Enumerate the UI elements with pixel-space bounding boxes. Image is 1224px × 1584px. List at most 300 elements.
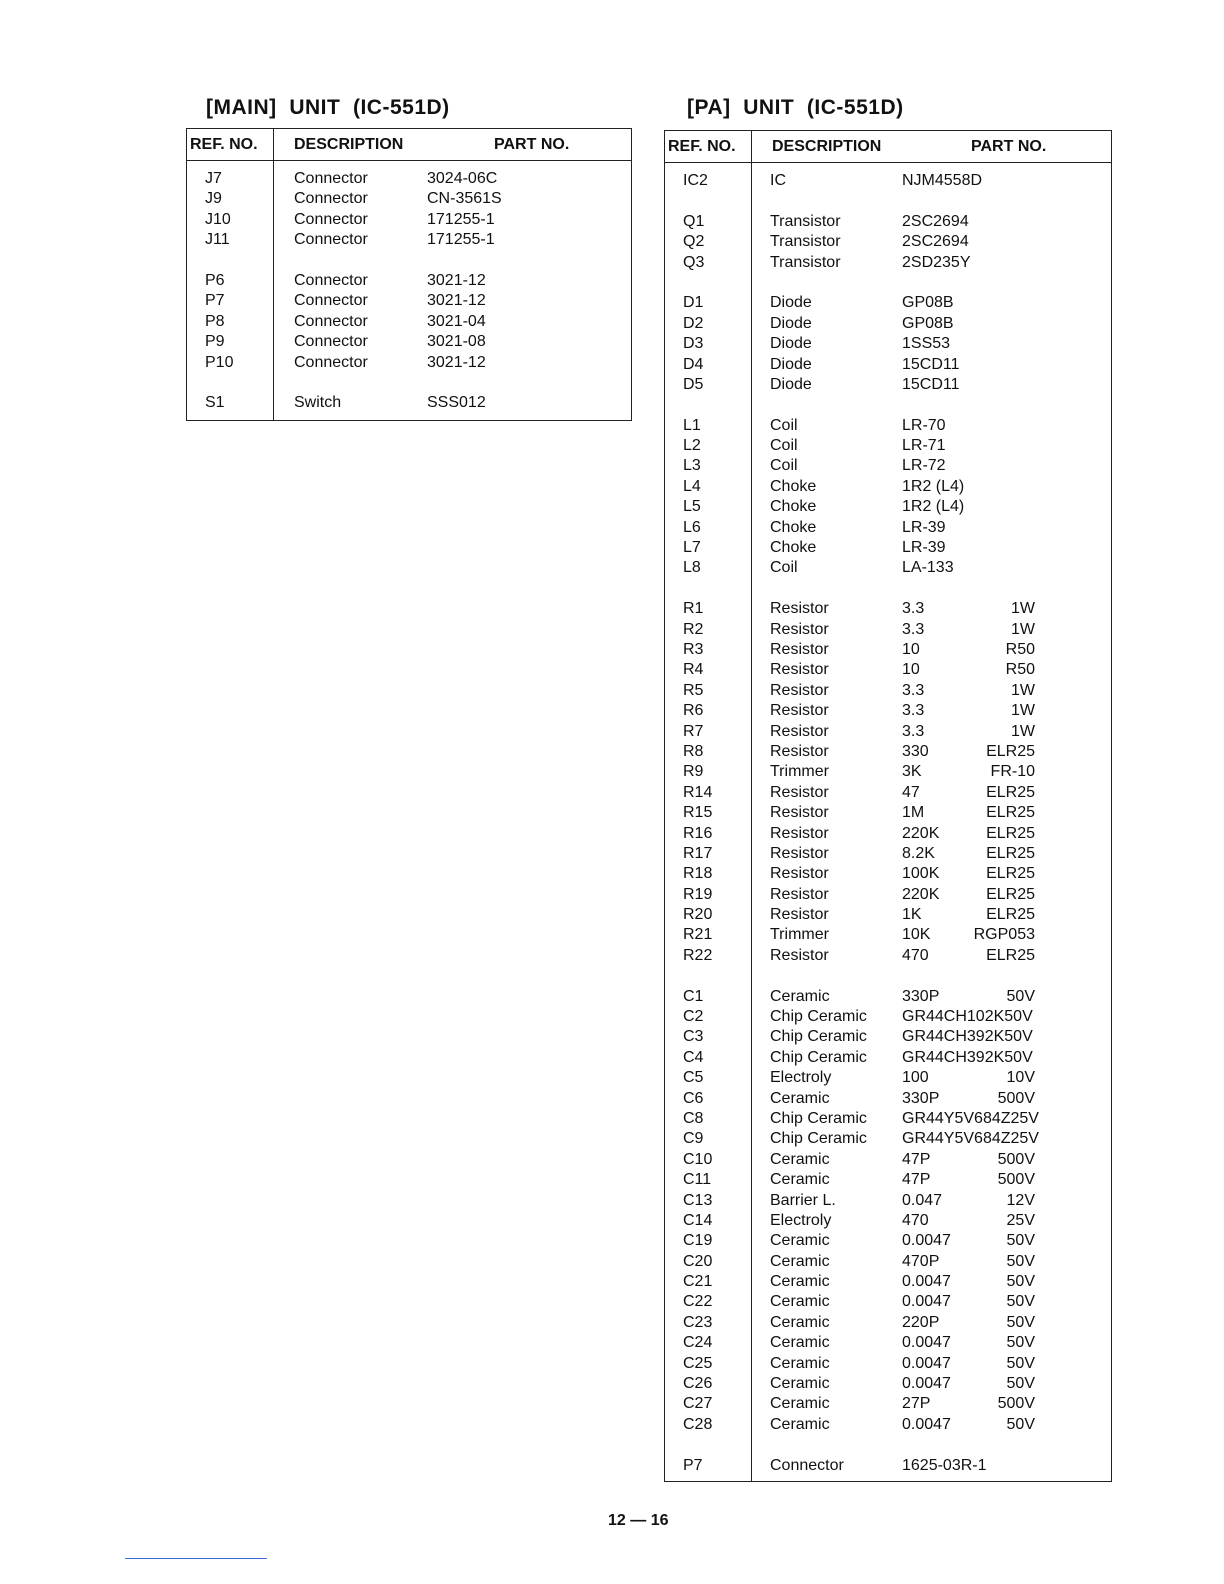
cell-part-no: LR-70 (902, 416, 946, 434)
cell-ref-no: R22 (683, 946, 713, 964)
cell-rating: FR-10 (990, 763, 1035, 781)
cell-part-no: LA-133 (902, 559, 954, 577)
cell-description: Diode (770, 314, 812, 332)
cell-rating: R50 (1005, 661, 1035, 679)
cell-description: Resistor (770, 885, 829, 903)
cell-rating: ELR25 (986, 783, 1035, 801)
table-row (665, 742, 1111, 762)
cell-ref-no: L8 (683, 559, 701, 577)
cell-description: Choke (770, 477, 817, 495)
cell-description: Resistor (770, 600, 829, 618)
cell-part-no: 3021-04 (427, 312, 486, 330)
cell-rating: 1W (1011, 620, 1035, 638)
cell-ref-no: R7 (683, 722, 704, 740)
cell-part-no: GR44CH392K50V (902, 1028, 1033, 1046)
cell-description: Resistor (770, 844, 829, 862)
cell-rating: ELR25 (986, 824, 1035, 842)
cell-rating: ELR25 (986, 946, 1035, 964)
cell-description: Resistor (770, 824, 829, 842)
cell-rating: RGP053 (973, 926, 1035, 944)
cell-ref-no: C19 (683, 1232, 713, 1250)
cell-description: Ceramic (770, 1089, 830, 1107)
cell-rating: 1W (1011, 600, 1035, 618)
cell-description: Ceramic (770, 1171, 830, 1189)
cell-ref-no: C25 (683, 1354, 713, 1372)
cell-ref-no: R20 (683, 906, 713, 924)
cell-part-no: 3021-08 (427, 333, 486, 351)
cell-description: Choke (770, 518, 817, 536)
table-row (665, 599, 1111, 619)
cell-description: Connector (770, 1456, 844, 1474)
header-part-no: PART NO. (494, 136, 570, 153)
cell-ref-no: J11 (205, 231, 230, 249)
cell-description: Connector (294, 231, 368, 249)
table-row (665, 1313, 1111, 1333)
cell-rating: 10V (1006, 1069, 1035, 1087)
cell-rating: ELR25 (986, 844, 1035, 862)
cell-ref-no: P6 (205, 271, 225, 289)
cell-ref-no: L1 (683, 416, 701, 434)
cell-part-no: 2SC2694 (902, 233, 969, 251)
table-row (665, 1027, 1111, 1047)
cell-description: Coil (770, 416, 798, 434)
cell-rating: ELR25 (986, 885, 1035, 903)
cell-ref-no: J7 (205, 170, 222, 187)
cell-ref-no: C14 (683, 1211, 713, 1229)
cell-part-no: 3021-12 (427, 353, 486, 371)
cell-rating: 1W (1011, 681, 1035, 699)
table-row (665, 375, 1111, 395)
cell-description: Barrier L. (770, 1191, 836, 1209)
table-row (665, 1394, 1111, 1414)
cell-rating: 500V (997, 1150, 1035, 1168)
cell-ref-no: D5 (683, 375, 704, 393)
cell-rating: 500V (997, 1395, 1035, 1413)
cell-rating: ELR25 (986, 906, 1035, 924)
header-ref-no: REF. NO. (668, 138, 736, 155)
header-ref-no: REF. NO. (190, 136, 258, 153)
cell-rating: 50V (1006, 1232, 1035, 1250)
cell-rating: 500V (997, 1089, 1035, 1107)
cell-ref-no: C9 (683, 1130, 704, 1148)
cell-part-no: LR-39 (902, 518, 946, 536)
table-row (665, 722, 1111, 742)
cell-description: Coil (770, 559, 798, 577)
table-row (665, 232, 1111, 252)
table-row (665, 1231, 1111, 1251)
cell-description: Resistor (770, 742, 829, 760)
cell-ref-no: D4 (683, 355, 704, 373)
cell-part-no: 3024-06C (427, 170, 498, 187)
cell-description: Ceramic (770, 1354, 830, 1372)
cell-ref-no: C8 (683, 1109, 704, 1127)
row-spacer (665, 273, 1111, 293)
table-row (665, 1007, 1111, 1027)
cell-part-no: 2SD235Y (902, 253, 971, 271)
table-row (665, 538, 1111, 558)
cell-part-no: LR-71 (902, 437, 946, 455)
cell-description: Connector (294, 292, 368, 310)
page-number: 12 — 16 (608, 1512, 669, 1529)
table-row (665, 824, 1111, 844)
cell-ref-no: R15 (683, 804, 713, 822)
cell-ref-no: L3 (683, 457, 701, 475)
table-row (665, 1150, 1111, 1170)
cell-ref-no: R2 (683, 620, 704, 638)
cell-part-no: 3.3 (902, 620, 925, 638)
cell-ref-no: L5 (683, 498, 701, 516)
cell-ref-no: Q2 (683, 233, 705, 251)
cell-description: Resistor (770, 783, 829, 801)
cell-rating: 50V (1006, 1252, 1035, 1270)
cell-part-no: 1625-03R-1 (902, 1456, 987, 1474)
table-row (665, 1374, 1111, 1394)
cell-part-no: 470 (902, 1211, 929, 1229)
table-row (665, 1048, 1111, 1068)
cell-rating: 50V (1006, 987, 1035, 1005)
cell-ref-no: J9 (205, 190, 222, 208)
table-row (665, 640, 1111, 660)
cell-description: Ceramic (770, 987, 830, 1005)
table-row (665, 1272, 1111, 1292)
cell-ref-no: C20 (683, 1252, 713, 1270)
cell-description: Chip Ceramic (770, 1008, 867, 1026)
cell-part-no: 3.3 (902, 722, 925, 740)
cell-ref-no: C2 (683, 1008, 704, 1026)
cell-description: Resistor (770, 702, 829, 720)
table-row (665, 1089, 1111, 1109)
cell-part-no: 47P (902, 1171, 931, 1189)
cell-description: Connector (294, 190, 368, 208)
row-spacer (187, 373, 631, 393)
cell-part-no: 2SC2694 (902, 212, 969, 230)
cell-description: Diode (770, 294, 812, 312)
cell-part-no: 47P (902, 1150, 931, 1168)
cell-ref-no: L6 (683, 518, 701, 536)
cell-ref-no: D3 (683, 335, 704, 353)
cell-part-no: 3.3 (902, 681, 925, 699)
cell-part-no: GP08B (902, 314, 954, 332)
cell-description: Diode (770, 335, 812, 353)
footer-rule (125, 1558, 267, 1559)
cell-description: Ceramic (770, 1293, 830, 1311)
cell-description: Ceramic (770, 1252, 830, 1270)
cell-ref-no: L2 (683, 437, 701, 455)
cell-rating: R50 (1005, 640, 1035, 658)
table-row (187, 393, 631, 413)
table-row (665, 436, 1111, 456)
cell-part-no: 10K (902, 926, 931, 944)
cell-part-no: 3K (902, 763, 922, 781)
cell-ref-no: C5 (683, 1069, 704, 1087)
table-row (665, 293, 1111, 313)
cell-description: Coil (770, 457, 798, 475)
cell-part-no: 100 (902, 1069, 929, 1087)
cell-part-no: 0.047 (902, 1191, 943, 1209)
cell-description: Resistor (770, 865, 829, 883)
row-spacer (665, 1435, 1111, 1455)
cell-ref-no: C6 (683, 1089, 704, 1107)
cell-ref-no: C21 (683, 1273, 713, 1291)
pa-unit-parts-table (664, 130, 1112, 1482)
table-row (187, 189, 631, 209)
cell-part-no: 27P (902, 1395, 931, 1413)
cell-ref-no: R21 (683, 926, 713, 944)
cell-ref-no: R8 (683, 742, 704, 760)
table-row (665, 1415, 1111, 1435)
cell-description: Electroly (770, 1069, 832, 1087)
table-row (665, 334, 1111, 354)
cell-part-no: 220P (902, 1313, 940, 1331)
cell-part-no: 470P (902, 1252, 940, 1270)
cell-part-no: GR44CH102K50V (902, 1008, 1033, 1026)
main-unit-rows (187, 169, 631, 414)
cell-description: Connector (294, 312, 368, 330)
cell-ref-no: R1 (683, 600, 704, 618)
cell-ref-no: R17 (683, 844, 713, 862)
table-row (665, 1170, 1111, 1190)
table-row (665, 253, 1111, 273)
cell-rating: 12V (1006, 1191, 1035, 1209)
cell-description: Diode (770, 355, 812, 373)
cell-ref-no: R16 (683, 824, 713, 842)
cell-description: Ceramic (770, 1150, 830, 1168)
cell-part-no: 47 (902, 783, 920, 801)
cell-description: Ceramic (770, 1375, 830, 1393)
cell-description: Resistor (770, 804, 829, 822)
table-row (665, 864, 1111, 884)
cell-description: Resistor (770, 906, 829, 924)
cell-description: Connector (294, 210, 368, 228)
table-row (665, 885, 1111, 905)
cell-part-no: 10 (902, 661, 920, 679)
cell-ref-no: J10 (205, 210, 231, 228)
table-row (665, 1129, 1111, 1149)
cell-ref-no: P9 (205, 333, 225, 351)
table-row (665, 783, 1111, 803)
cell-description: Ceramic (770, 1273, 830, 1291)
cell-part-no: 171255-1 (427, 210, 495, 228)
cell-ref-no: R5 (683, 681, 704, 699)
table-row (665, 660, 1111, 680)
cell-ref-no: IC2 (683, 172, 708, 189)
cell-ref-no: R18 (683, 865, 713, 883)
table-row (187, 210, 631, 230)
cell-part-no: 15CD11 (902, 355, 960, 373)
table-row (665, 477, 1111, 497)
cell-ref-no: P7 (205, 292, 225, 310)
cell-part-no: CN-3561S (427, 190, 502, 208)
table-row (665, 456, 1111, 476)
cell-ref-no: P10 (205, 353, 234, 371)
cell-rating: 50V (1006, 1293, 1035, 1311)
cell-ref-no: L7 (683, 539, 701, 557)
cell-description: Choke (770, 539, 817, 557)
cell-ref-no: L4 (683, 477, 701, 495)
cell-description: Ceramic (770, 1334, 830, 1352)
header-part-no: PART NO. (971, 138, 1047, 155)
table-row (665, 314, 1111, 334)
cell-ref-no: D2 (683, 314, 704, 332)
table-row (665, 946, 1111, 966)
cell-ref-no: P7 (683, 1456, 703, 1474)
cell-rating: ELR25 (986, 865, 1035, 883)
table-row (665, 620, 1111, 640)
table-row (187, 312, 631, 332)
table-row (665, 212, 1111, 232)
cell-ref-no: C13 (683, 1191, 713, 1209)
cell-part-no: 330 (902, 742, 929, 760)
cell-rating: ELR25 (986, 742, 1035, 760)
cell-description: Connector (294, 170, 368, 187)
cell-ref-no: R3 (683, 640, 704, 658)
cell-description: Transistor (770, 233, 841, 251)
table-row (665, 416, 1111, 436)
cell-description: Connector (294, 353, 368, 371)
cell-ref-no: C4 (683, 1048, 704, 1066)
cell-part-no: LR-72 (902, 457, 946, 475)
cell-ref-no: C10 (683, 1150, 713, 1168)
header-description: DESCRIPTION (772, 138, 882, 155)
cell-part-no: 1K (902, 906, 922, 924)
cell-part-no: 220K (902, 885, 940, 903)
main-unit-parts-table (186, 128, 632, 421)
table-row (187, 291, 631, 311)
cell-part-no: 330P (902, 987, 940, 1005)
table-row (665, 497, 1111, 517)
cell-description: Resistor (770, 661, 829, 679)
table-header (665, 131, 1111, 163)
table-row (187, 230, 631, 250)
table-row (665, 1109, 1111, 1129)
cell-part-no: 3021-12 (427, 271, 486, 289)
table-row (665, 518, 1111, 538)
cell-part-no: 0.0047 (902, 1375, 951, 1393)
cell-part-no: 10 (902, 640, 920, 658)
cell-ref-no: D1 (683, 294, 704, 312)
cell-description: Chip Ceramic (770, 1048, 867, 1066)
table-row (665, 1252, 1111, 1272)
cell-description: Resistor (770, 620, 829, 638)
cell-part-no: 0.0047 (902, 1273, 951, 1291)
cell-description: Connector (294, 271, 368, 289)
cell-ref-no: R9 (683, 763, 704, 781)
cell-description: Resistor (770, 722, 829, 740)
table-row (665, 844, 1111, 864)
cell-description: Resistor (770, 640, 829, 658)
cell-part-no: 1M (902, 804, 925, 822)
cell-ref-no: C22 (683, 1293, 713, 1311)
cell-ref-no: Q3 (683, 253, 705, 271)
row-spacer (187, 251, 631, 271)
cell-part-no: 0.0047 (902, 1334, 951, 1352)
cell-ref-no: C3 (683, 1028, 704, 1046)
cell-part-no: 3021-12 (427, 292, 486, 310)
cell-ref-no: C23 (683, 1313, 713, 1331)
cell-part-no: 3.3 (902, 600, 925, 618)
cell-description: Resistor (770, 946, 829, 964)
cell-ref-no: C28 (683, 1415, 713, 1433)
cell-description: Choke (770, 498, 817, 516)
cell-part-no: GP08B (902, 294, 954, 312)
cell-part-no: 0.0047 (902, 1354, 951, 1372)
table-row (665, 1191, 1111, 1211)
cell-ref-no: C27 (683, 1395, 713, 1413)
cell-ref-no: R6 (683, 702, 704, 720)
cell-description: Electroly (770, 1211, 832, 1229)
table-row (665, 987, 1111, 1007)
cell-rating: 50V (1006, 1375, 1035, 1393)
cell-part-no: 220K (902, 824, 940, 842)
cell-part-no: GR44Y5V684Z25V (902, 1130, 1039, 1148)
table-row (187, 332, 631, 352)
cell-part-no: 1R2 (L4) (902, 498, 965, 516)
table-row (665, 1068, 1111, 1088)
cell-rating: 1W (1011, 702, 1035, 720)
header-description: DESCRIPTION (294, 136, 404, 153)
cell-description: Chip Ceramic (770, 1109, 867, 1127)
cell-description: Ceramic (770, 1232, 830, 1250)
cell-ref-no: C11 (683, 1171, 712, 1189)
row-spacer (665, 191, 1111, 211)
cell-ref-no: C24 (683, 1334, 713, 1352)
table-row (665, 558, 1111, 578)
cell-rating: 50V (1006, 1334, 1035, 1352)
cell-description: Ceramic (770, 1313, 830, 1331)
cell-rating: 1W (1011, 722, 1035, 740)
cell-ref-no: C26 (683, 1375, 713, 1393)
cell-part-no: 330P (902, 1089, 940, 1107)
cell-ref-no: S1 (205, 394, 225, 412)
cell-description: Transistor (770, 253, 841, 271)
row-spacer (665, 395, 1111, 415)
cell-part-no: 0.0047 (902, 1232, 951, 1250)
cell-rating: 50V (1006, 1313, 1035, 1331)
cell-part-no: GR44CH392K50V (902, 1048, 1033, 1066)
cell-part-no: 171255-1 (427, 231, 495, 249)
cell-description: Chip Ceramic (770, 1130, 867, 1148)
cell-description: Trimmer (770, 926, 829, 944)
cell-part-no: GR44Y5V684Z25V (902, 1109, 1039, 1127)
cell-description: Connector (294, 333, 368, 351)
cell-part-no: 3.3 (902, 702, 925, 720)
cell-part-no: 1SS53 (902, 335, 951, 353)
table-row (665, 803, 1111, 823)
table-row (665, 1354, 1111, 1374)
pa-unit-rows (665, 171, 1111, 1476)
table-header (187, 129, 631, 161)
cell-description: Resistor (770, 681, 829, 699)
table-row (665, 905, 1111, 925)
table-row (665, 1456, 1111, 1476)
table-row (665, 925, 1111, 945)
cell-ref-no: R14 (683, 783, 713, 801)
cell-rating: 50V (1006, 1415, 1035, 1433)
table-row (187, 169, 631, 189)
cell-description: Ceramic (770, 1415, 830, 1433)
cell-part-no: 1R2 (L4) (902, 477, 965, 495)
cell-part-no: LR-39 (902, 539, 946, 557)
table-row (665, 171, 1111, 191)
table-row (665, 701, 1111, 721)
cell-part-no: 15CD11 (902, 375, 960, 393)
cell-rating: 50V (1006, 1354, 1035, 1372)
cell-description: Diode (770, 375, 812, 393)
table-row (665, 1211, 1111, 1231)
cell-description: Switch (294, 394, 342, 412)
cell-rating: ELR25 (986, 804, 1035, 822)
main-unit-title: [MAIN] UNIT (IC-551D) (206, 96, 450, 119)
